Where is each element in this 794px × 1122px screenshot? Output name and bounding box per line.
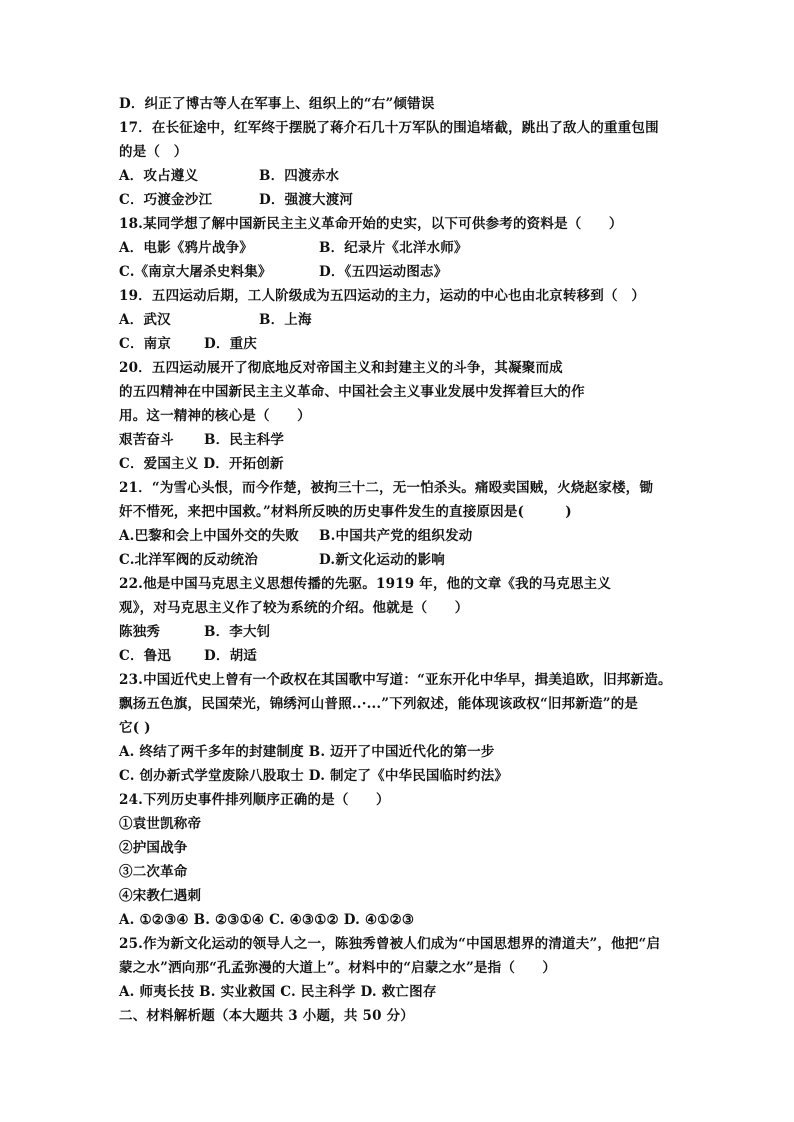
q25-stem: 25.作为新文化运动的领导人之一，陈独秀曾被人们成为“中国思想界的清道夫”，他把“启 — [119, 936, 661, 952]
q20-stem-cont: 的五四精神在中国新民主主义革命、中国社会主义事业发展中发挥着巨大的作 — [119, 384, 585, 400]
q18-options-ab — [119, 236, 689, 260]
q16-option-d: D．纠正了博古等人在军事上、组织上的“右”倾错误 — [119, 96, 435, 112]
q22-stem-cont: 观》，对马克思主义作了较为系统的介绍。他就是（ ） — [119, 600, 469, 616]
q21-stem: 21．“为雪心头恨，而今作楚，被拘三十二，无一怕杀头。痛殴卖国贼，火烧赵家楼，锄 — [119, 480, 654, 496]
q24-item-3: ③二次革命 — [119, 864, 188, 880]
q22-option-a: 陈独秀 — [119, 624, 161, 640]
q17-options-ab — [119, 164, 689, 188]
q20-stem: 20．五四运动展开了彻底地反对帝国主义和封建主义的斗争，其凝聚而成 — [119, 360, 563, 376]
q18-option-c: C.《南京大屠杀史料集》 — [119, 264, 272, 280]
q17-option-b: B．四渡赤水 — [259, 168, 340, 184]
q22-options-cd — [119, 644, 689, 668]
q19-option-c: C．南京 — [119, 336, 172, 352]
q18-option-a: A．电影《鸦片战争》 — [119, 240, 253, 256]
q24-item-4: ④宋教仁遇刺 — [119, 888, 202, 904]
q23-stem-cont: 飘扬五色旗，民国荣光，锦绣河山普照..·...”下列叙述，能体现该政权“旧邦新造”的是 — [119, 696, 639, 712]
q19-option-d: D．重庆 — [204, 336, 258, 352]
q23-options-ab: A. 终结了两千多年的封建制度 B. 迈开了中国近代化的第一步 — [119, 744, 495, 760]
q23-options-cd: C. 创办新式学堂废除八股取士 D. 制定了《中华民国临时约法》 — [119, 768, 509, 784]
q20-stem-cont2: 用。这一精神的核心是（ ） — [119, 408, 311, 424]
q21-options-cd — [119, 548, 689, 572]
q22-stem: 22.他是中国马克思主义思想传播的先驱。1919 年，他的文章《我的马克思主义 — [119, 576, 612, 592]
q20-options-ab — [119, 428, 689, 452]
q23-stem: 23.中国近代史上曾有一个政权在其国歌中写道：“亚东开化中华早，揖美追欧，旧邦新造。 — [119, 672, 672, 688]
q21-options-ab — [119, 524, 689, 548]
q24-item-1: ①袁世凯称帝 — [119, 816, 202, 832]
q21-option-a: A.巴黎和会上中国外交的失败 — [119, 528, 299, 544]
q25-options: A. 师夷长技 B. 实业救国 C. 民主科学 D. 救亡图存 — [119, 984, 437, 1000]
q18-option-b: B．纪录片《北洋水师》 — [319, 240, 468, 256]
q21-option-c: C.北洋军阀的反动统治 — [119, 552, 258, 568]
q17-stem-cont: 的是（ ） — [119, 144, 188, 160]
q20-option-a: 艰苦奋斗 — [119, 432, 174, 448]
q19-option-a: A．武汉 — [119, 312, 171, 328]
q18-options-cd — [119, 260, 689, 284]
q17-option-a: A．攻占遵义 — [119, 168, 199, 184]
q19-stem: 19．五四运动后期，工人阶级成为五四运动的主力，运动的中心也由北京转移到（ ） — [119, 288, 646, 304]
q17-options-cd — [119, 188, 689, 212]
q25-stem-cont: 蒙之水”洒向那“孔孟弥漫的大道上”。材料中的“启蒙之水”是指（ ） — [119, 960, 557, 976]
q17-stem: 17．在长征途中，红军终于摆脱了蒋介石几十万军队的围追堵截，跳出了敌人的重重包围 — [119, 120, 659, 136]
q18-stem: 18.某同学想了解中国新民主主义革命开始的史实，以下可供参考的资料是（ ） — [119, 216, 623, 232]
q21-stem-cont: 奸不惜死，来把中国救。”材料所反映的历史事件发生的直接原因是( ) — [119, 504, 572, 520]
q22-option-b: B．李大钊 — [204, 624, 271, 640]
q20-options-cd: C．爱国主义 D．开拓创新 — [119, 456, 284, 472]
q18-option-d: D．《五四运动图志》 — [319, 264, 448, 280]
section-heading: 二、材料解析题（本大题共 3 小题，共 50 分） — [119, 1008, 414, 1024]
q19-option-b: B．上海 — [259, 312, 312, 328]
q19-options-ab — [119, 308, 689, 332]
q19-options-cd — [119, 332, 689, 356]
q20-option-b: B．民主科学 — [204, 432, 285, 448]
q22-option-d: D．胡适 — [204, 648, 258, 664]
q17-option-c: C．巧渡金沙江 — [119, 192, 213, 208]
q21-option-d: D.新文化运动的影响 — [319, 552, 445, 568]
exam-page — [119, 92, 689, 1028]
q17-option-d: D．强渡大渡河 — [259, 192, 354, 208]
q23-stem-cont2: 它( ) — [119, 720, 151, 736]
q21-option-b: B.中国共产党的组织发动 — [319, 528, 473, 544]
q24-item-2: ②护国战争 — [119, 840, 188, 856]
q22-options-ab — [119, 620, 689, 644]
q24-options: A. ①②③④ B. ②③①④ C. ④③①② D. ④①②③ — [119, 912, 415, 928]
q22-option-c: C．鲁迅 — [119, 648, 172, 664]
q24-stem: 24.下列历史事件排列顺序正确的是（ ） — [119, 792, 390, 808]
